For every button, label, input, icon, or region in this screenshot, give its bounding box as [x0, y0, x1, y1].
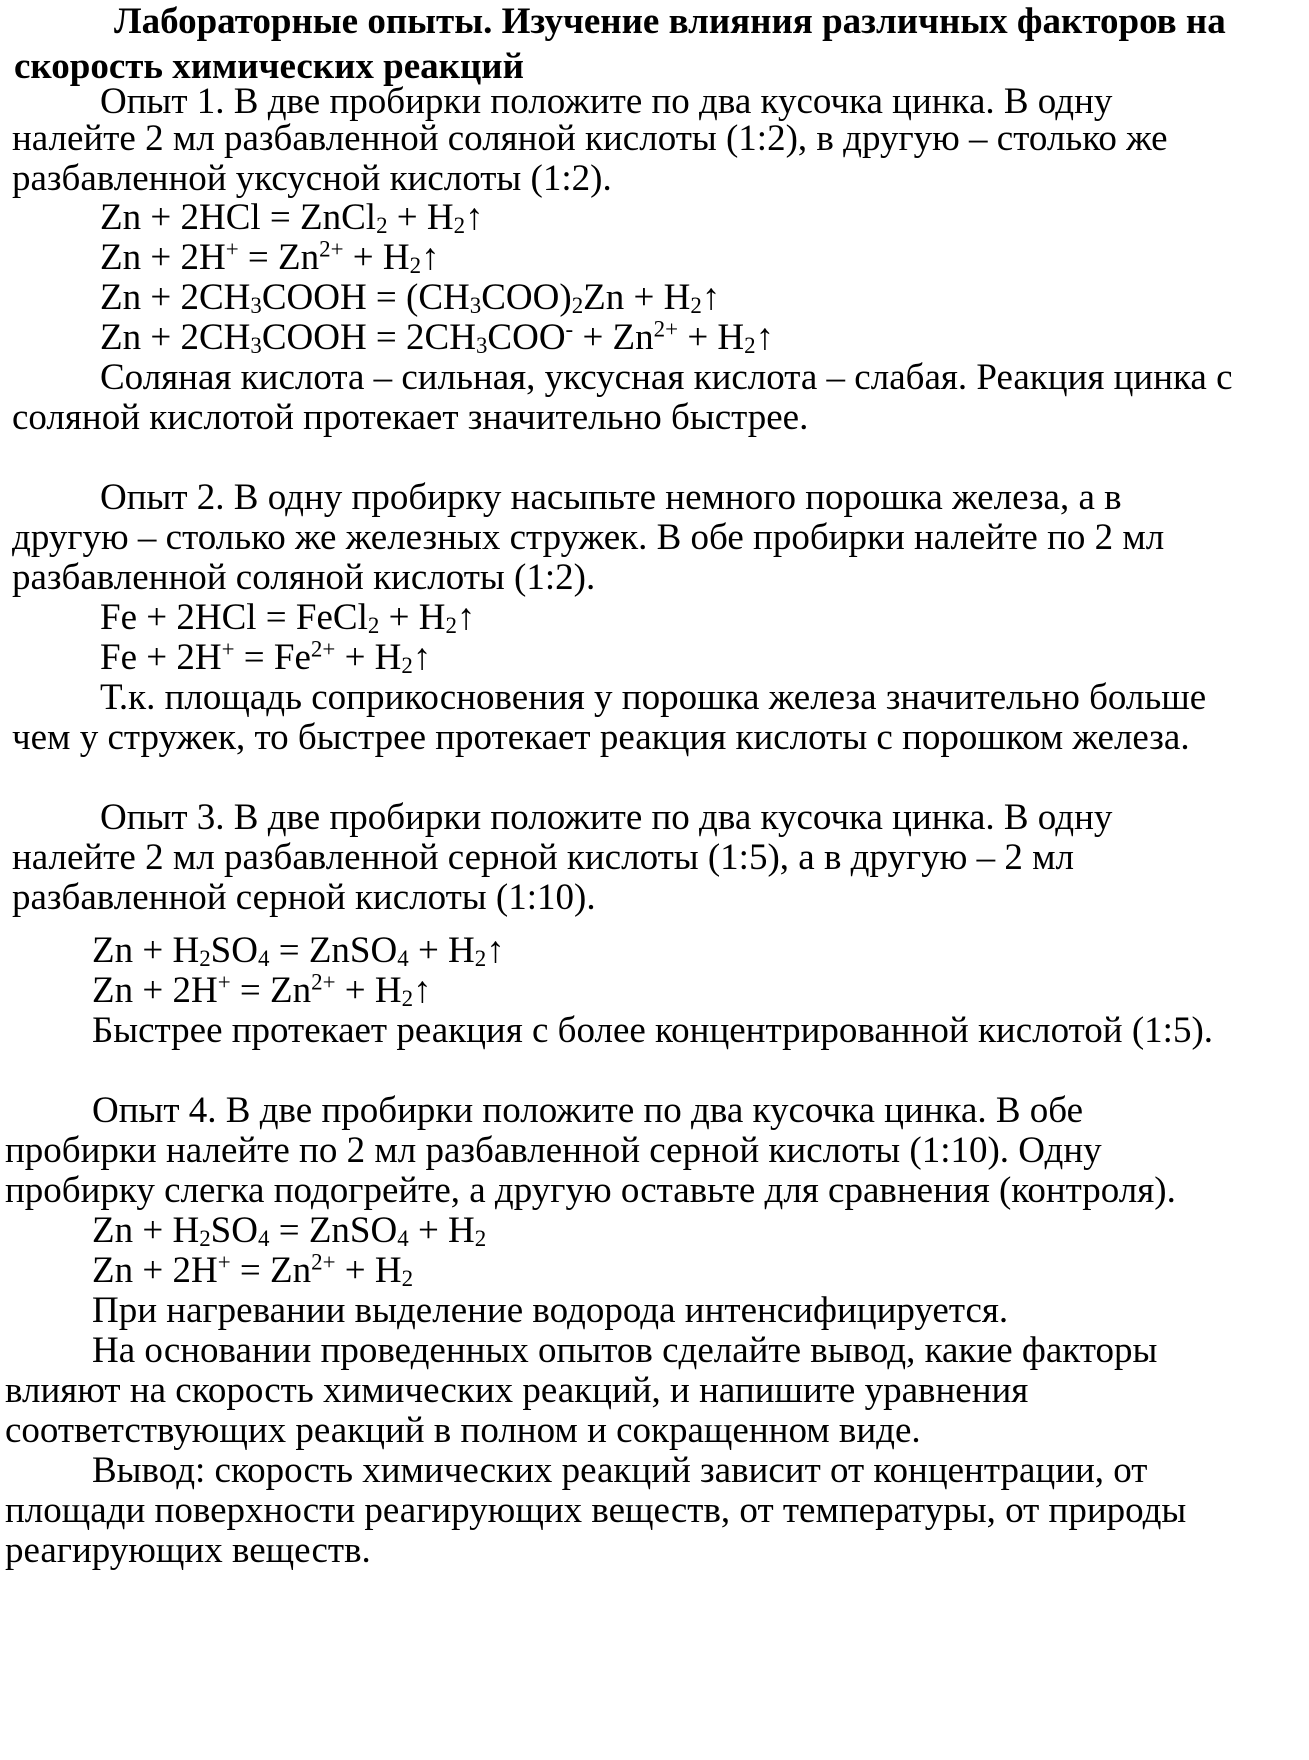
exp2-equation-1: Fe + 2HCl = FeCl$_2$ + $H_2↑$ [100, 597, 476, 639]
exp1-equation-1: Zn + 2HCl = ZnCl$_2$ + $H_2↑$ [100, 197, 484, 239]
exp1-conclusion-line-2: соляной кислотой протекает значительно быстрее. [12, 397, 809, 438]
exp1-text-line-1: Опыт 1. В две пробирки положите по два кусочка цинка. В одну [100, 81, 1113, 122]
summary-line-3: реагирующих веществ. [5, 1530, 371, 1571]
exp2-conclusion-line-2: чем у стружек, то быстрее протекает реакция кислоты с порошком железа. [12, 717, 1190, 758]
exp1-equation-3: $Zn + 2CH_3COOH = (CH_3COO)_2Zn$ + $H_2↑$ [100, 277, 721, 319]
exp4-equation-2: $Zn + 2H^+ = Zn^{2+} + H_2$ [92, 1249, 414, 1292]
exp4-equation-1: $Zn + H_2SO_4$ = ZnSO$_4$ + $H_2$ [92, 1210, 487, 1252]
exp2-text-line-2: другую – столько же железных стружек. В обе пробирки налейте по 2 мл [12, 517, 1165, 558]
exp4-text-line-1: Опыт 4. В две пробирки положите по два кусочка цинка. В обе [92, 1090, 1084, 1131]
exp3-equation-1: $Zn + H_2SO_4$ = ZnSO$_4$ + $H_2↑$ [92, 930, 505, 972]
task-line-1: На основании проведенных опытов сделайте вывод, какие факторы [92, 1330, 1158, 1371]
summary-line-1: Вывод: скорость химических реакций зависит от концентрации, от [92, 1450, 1148, 1491]
exp1-equation-4: $Zn + 2CH_3COOH = 2CH_3COO^- + Zn^{2+}$ + $H_2↑$ [100, 316, 775, 359]
exp1-equation-2: $Zn + 2H^+ = Zn^{2+}$ + $H_2↑$ [100, 236, 440, 279]
title-line-1: Лабораторные опыты. Изучение влияния различных факторов на [114, 1, 1226, 42]
exp2-text-line-1: Опыт 2. В одну пробирку насыпьте немного порошка железа, а в [100, 477, 1122, 518]
exp3-conclusion-line-1: Быстрее протекает реакция с более концентрированной кислотой (1:5). [92, 1010, 1214, 1051]
task-line-3: соответствующих реакций в полном и сокращенном виде. [5, 1410, 921, 1451]
exp4-conclusion-line-1: При нагревании выделение водорода интенсифицируется. [92, 1290, 1009, 1331]
document-title [14, 0, 1304, 89]
exp2-equation-2: $Fe + 2H^+ = Fe^{2+}$ + $H_2↑$ [100, 636, 432, 679]
exp2-text-line-3: разбавленной соляной кислоты (1:2). [12, 557, 596, 598]
exp1-text-line-3: разбавленной уксусной кислоты (1:2). [12, 158, 612, 199]
title-line-2: скорость химических реакций [14, 45, 524, 87]
exp4-text-line-3: пробирку слегка подогрейте, а другую оставьте для сравнения (контроля). [5, 1170, 1176, 1211]
exp1-conclusion-line-1: Соляная кислота – сильная, уксусная кислота – слабая. Реакция цинка с [100, 357, 1233, 398]
exp3-text-line-2: налейте 2 мл разбавленной серной кислоты (1:5), а в другую – 2 мл [12, 837, 1074, 878]
exp3-text-line-1: Опыт 3. В две пробирки положите по два кусочка цинка. В одну [100, 797, 1113, 838]
exp1-text-line-2: налейте 2 мл разбавленной соляной кислоты (1:2), в другую – столько же [12, 118, 1168, 159]
summary-line-2: площади поверхности реагирующих веществ, от температуры, от природы [5, 1490, 1187, 1531]
task-line-2: влияют на скорость химических реакций, и напишите уравнения [5, 1370, 1029, 1411]
exp3-equation-2: $Zn + 2H^+ = Zn^{2+}$ + $H_2↑$ [92, 969, 432, 1012]
exp3-text-line-3: разбавленной серной кислоты (1:10). [12, 877, 596, 918]
exp4-text-line-2: пробирки налейте по 2 мл разбавленной серной кислоты (1:10). Одну [5, 1130, 1102, 1171]
exp2-conclusion-line-1: Т.к. площадь соприкосновения у порошка железа значительно больше [100, 677, 1207, 718]
